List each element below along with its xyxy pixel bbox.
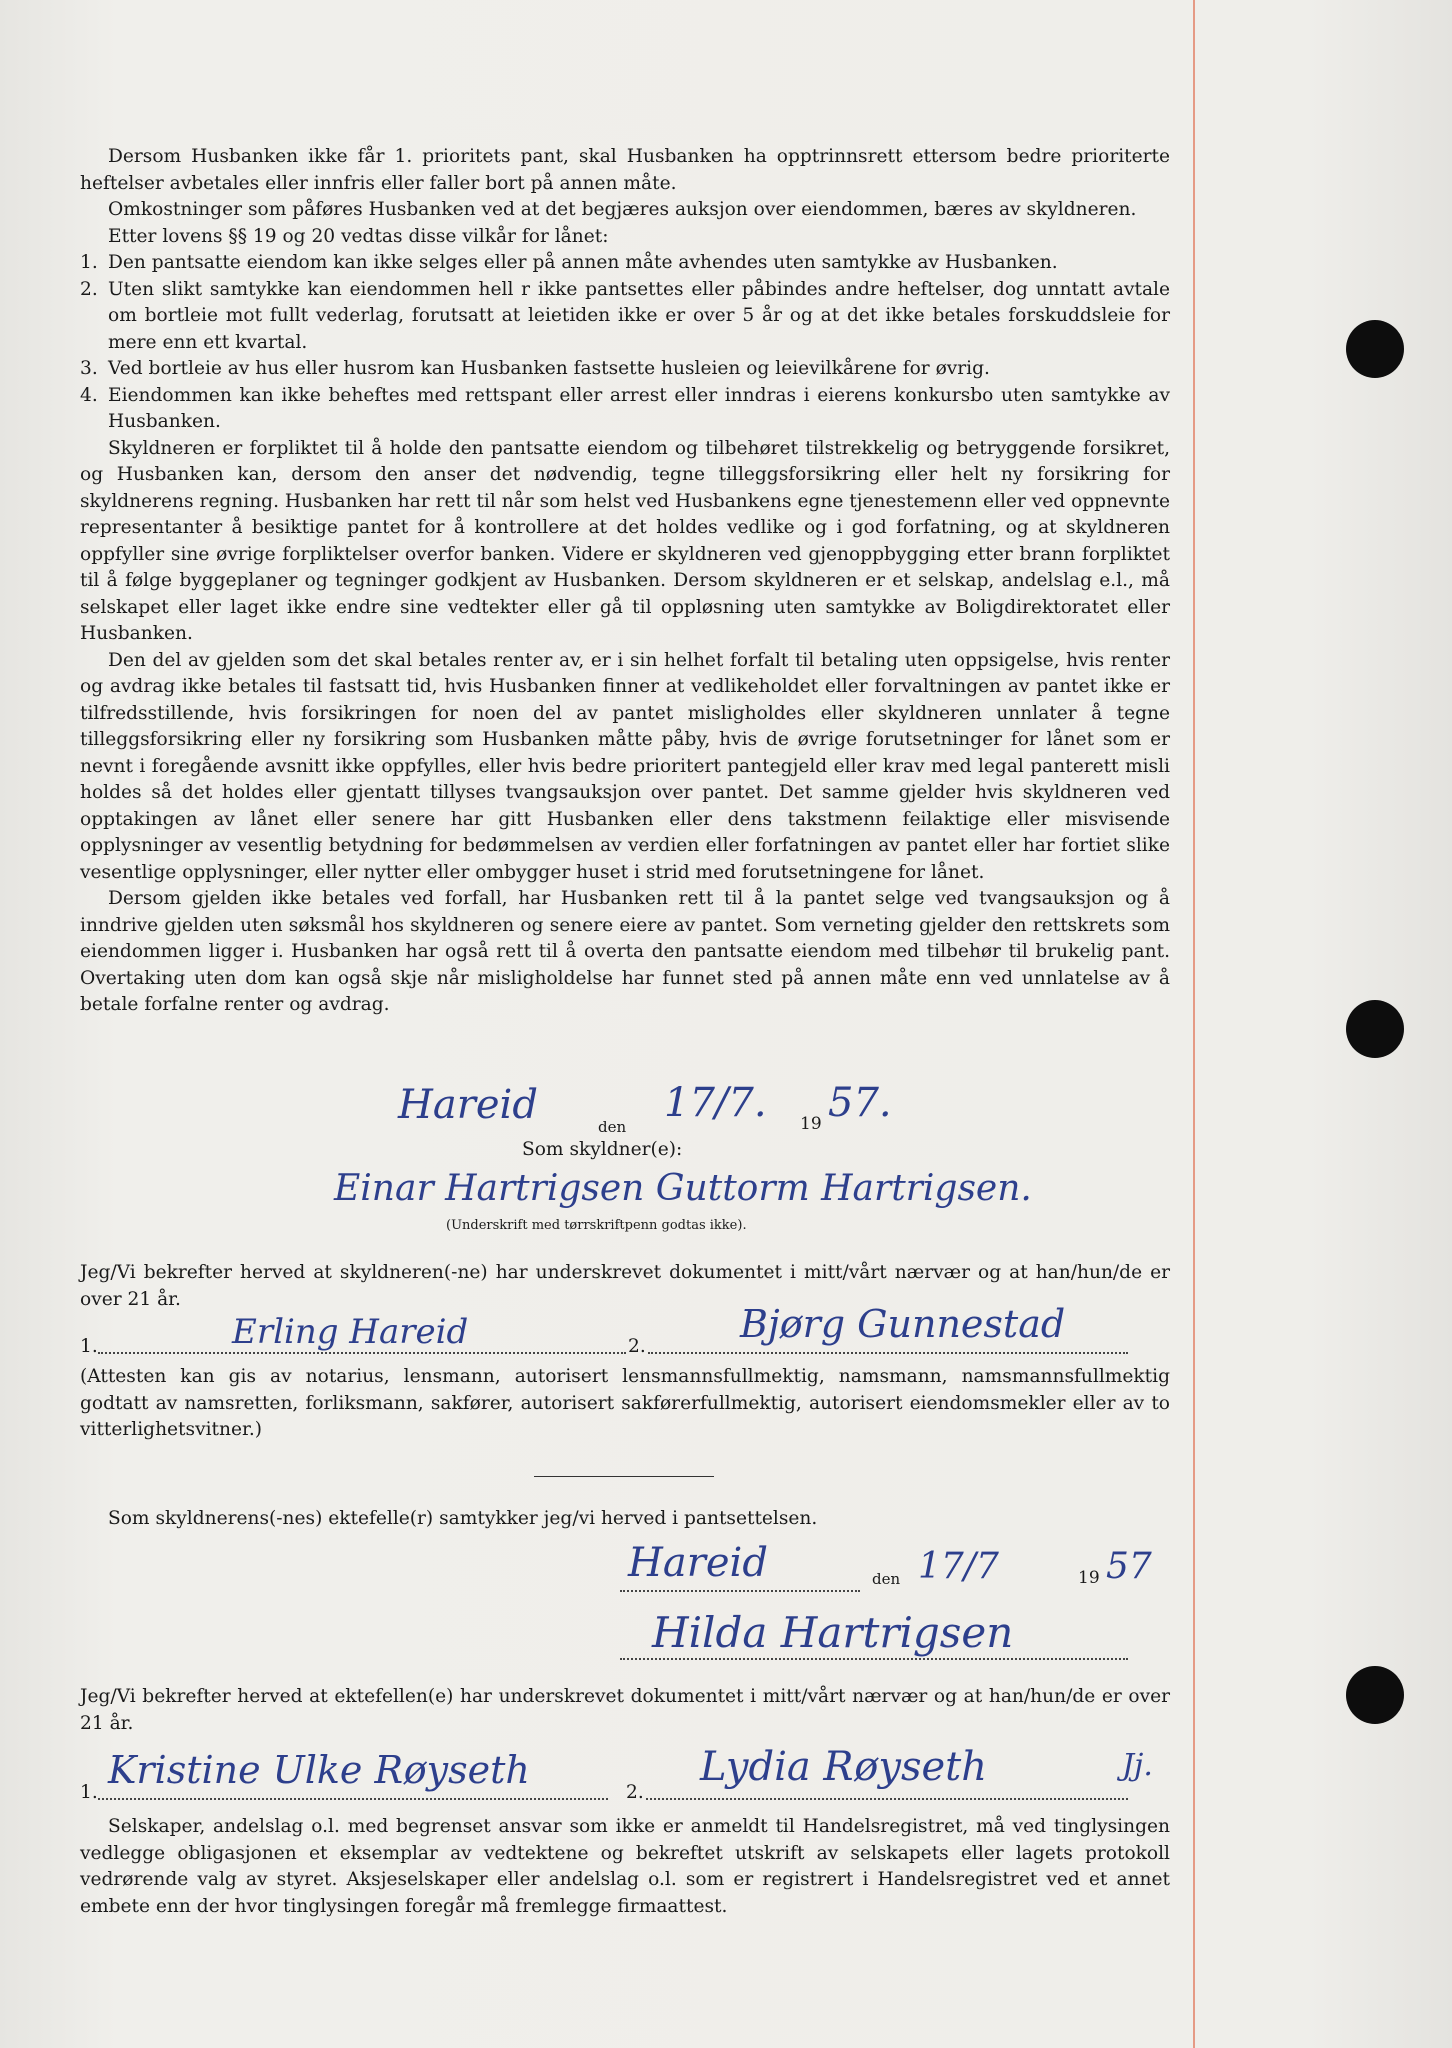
enforcement-paragraph: Dersom gjelden ikke betales ved forfall, har Husbanken rett til å la pantet selge ved tvangsauksjon og å inndrive gjelden uten søksmål hos skyldneren og senere eiere av pantet. Som verneting gjelder den rettskrets som eiendommen ligger i. Husbanken har også rett til å overta den pantsatte eiendom med tilbehør til brukelig pant. Overtaking uten dom kan også skje når misligholdelse har funnet sted på annen måte enn ved unnlatelse av å betale forfalne renter og avdrag. (80, 888, 1170, 1015)
condition-item (80, 250, 1170, 277)
spouse-witness-1-number: 1. (80, 1782, 98, 1803)
conditions-list (80, 250, 1170, 436)
condition-item (80, 277, 1170, 357)
witness-statement-2: Jeg/Vi bekrefter herved at ektefellen(e) har underskrevet dokumentet i mitt/vårt nærvær og at han/hun/de er over 21 år. (80, 1686, 1170, 1734)
intro-paragraph: Omkostninger som påføres Husbanken ved at det begjæres auksjon over eiendommen, bæres av skyldneren. (108, 199, 1137, 220)
debtor-den-label: den (598, 1118, 627, 1136)
default-paragraph: Den del av gjelden som det skal betales renter av, er i sin helhet forfalt til betaling uten oppsigelse, hvis renter og avdrag ikke betales til fastsatt tid, hvis Husbanken finner at vedlikeholdet eller forvaltningen av pantet ikke er tilfredsstillende, hvis forsikringen for noen del av pantet misligholdes eller skyldneren unnlater å tegne tilleggsforsikring eller ny forsikring som Husbanken måtte påby, hvis de øvrige forutsetninger for lånet som er nevnt i foregående avsnitt ikke oppfylles, eller hvis bedre prioritert pantegjeld eller krav med legal panterett misli holdes så det holdes eller gjentatt tillyses tvangsauksjon over pantet. Det samme gjelder hvis skyldneren ved opptakingen av lånet eller senere har gitt Husbanken eller dens takstmenn feilaktige eller misvisende opplysninger av vesentlig betydning for bedømmelsen av verdien eller forfatningen av pantet eller har fortiet slike vesentlige opplysninger, eller nytter eller ombygger huset i strid med forutsetningene for lånet. (80, 649, 1170, 883)
debtor-signature-note: (Underskrift med tørrskriftpenn godtas ikke). (446, 1218, 747, 1233)
condition-text: Ved bortleie av hus eller husrom kan Husbanken fastsette husleien og leievilkårene for øvrig. (108, 358, 990, 379)
spouse-signature-line (620, 1658, 1128, 1660)
debtor-place: Hareid (398, 1082, 538, 1128)
spouse-signature: Hilda Hartrigsen (652, 1608, 1014, 1657)
debtor-year-suffix: 57. (828, 1080, 892, 1126)
spouse-statement: Som skyldnerens(-nes) ektefelle(r) samtykker jeg/vi herved i pantsettelsen. (108, 1508, 818, 1529)
witness-1-number: 1. (80, 1336, 98, 1357)
section-divider (534, 1476, 714, 1477)
condition-item (80, 383, 1170, 436)
condition-number: 3. (80, 358, 98, 379)
spouse-place: Hareid (628, 1540, 768, 1586)
spouse-year-prefix: 19 (1078, 1568, 1100, 1588)
witness-statement-1: Jeg/Vi bekrefter herved at skyldneren(-ne) har underskrevet dokumentet i mitt/vårt nærvær og at han/hun/de er over 21 år. (80, 1262, 1170, 1310)
spouse-year-suffix: 57 (1106, 1546, 1152, 1587)
condition-number: 4. (80, 384, 98, 406)
debtor-date: 17/7. (664, 1080, 767, 1126)
attest-note: (Attesten kan gis av notarius, lensmann, autorisert lensmannsfullmektig, namsmann, namsmannsfullmektig godtatt av namsretten, forliksmann, sakfører, autorisert sakførerfullmektig, autorisert eiendomsmekler eller av to vitterlighetsvitner.) (80, 1366, 1170, 1440)
punch-hole-top (1346, 320, 1404, 378)
initials-mark: Jj. (1122, 1748, 1153, 1783)
condition-text: Den pantsatte eiendom kan ikke selges eller på annen måte avhendes uten samtykke av Husbanken. (108, 252, 1058, 273)
witness-1-line (98, 1352, 626, 1354)
closing-paragraph: Selskaper, andelslag o.l. med begrenset ansvar som ikke er anmeldt til Handelsregistret, må ved tinglysingen vedlegge obligasjonen et eksemplar av vedtektene og bekreftet utskrift av selskapets eller lagets protokoll vedrørende valg av styret. Aksjeselskaper eller andelslag o.l. som er registrert i Handelsregistret ved et annet embete enn der hvor tinglysingen foregår må fremlegge firmaattest. (80, 1816, 1170, 1917)
witness-1-signature: Erling Hareid (232, 1312, 469, 1352)
witness-2-number: 2. (628, 1336, 646, 1357)
condition-number: 1. (80, 252, 98, 273)
witness-2-signature: Bjørg Gunnestad (740, 1302, 1066, 1346)
spouse-den-label: den (872, 1570, 901, 1588)
margin-line (1193, 0, 1195, 2048)
punch-hole-bottom (1346, 1666, 1404, 1724)
spouse-date: 17/7 (918, 1546, 999, 1587)
spouse-place-line (620, 1590, 860, 1592)
debtor-role-label: Som skyldner(e): (522, 1139, 683, 1160)
intro-paragraph: Etter lovens §§ 19 og 20 vedtas disse vilkår for lånet: (108, 225, 609, 247)
condition-item (80, 356, 1170, 383)
witness-2-line (648, 1352, 1128, 1354)
terms-section (80, 144, 1170, 1019)
punch-hole-middle (1346, 1000, 1404, 1058)
debtor-signature: Einar Hartrigsen Guttorm Hartrigsen. (334, 1168, 1032, 1209)
spouse-witness-1-line (98, 1798, 608, 1800)
spouse-witness-2-line (646, 1798, 1128, 1800)
intro-paragraph: Dersom Husbanken ikke får 1. prioritets pant, skal Husbanken ha opptrinnsrett ettersom bedre prioriterte heftelser avbetales eller innfris eller faller bort på annen måte. (80, 146, 1170, 194)
spouse-witness-1-signature: Kristine Ulke Røyseth (108, 1748, 530, 1792)
insurance-paragraph: Skyldneren er forpliktet til å holde den pantsatte eiendom og tilbehøret tilstrekkelig og betryggende forsikret, og Husbanken kan, dersom den anser det nødvendig, tegne tilleggsforsikring eller helt ny forsikring for skyldnerens regning. Husbanken har rett til når som helst ved Husbankens egne tjenestemenn eller ved oppnevnte representanter å besiktige pantet for å kontrollere at det holdes vedlike og i god forfatning, og at skyldneren oppfyller sine øvrige forpliktelser overfor banken. Videre er skyldneren ved gjenoppbygging etter brann forpliktet til å følge byggeplaner og tegninger godkjent av Husbanken. Dersom skyldneren er et selskap, andelslag e.l., må selskapet eller laget ikke endre sine vedtekter eller gå til oppløsning uten samtykke av Boligdirektoratet eller Husbanken. (80, 437, 1170, 644)
condition-number: 2. (80, 278, 98, 300)
condition-text: Eiendommen kan ikke beheftes med rettspant eller arrest eller inndras i eierens konkursbo uten samtykke av Husbanken. (108, 384, 1170, 432)
spouse-witness-2-number: 2. (626, 1782, 644, 1803)
debtor-year-prefix: 19 (800, 1114, 822, 1134)
spouse-witness-2-signature: Lydia Røyseth (700, 1744, 987, 1790)
condition-text: Uten slikt samtykke kan eiendommen hell r ikke pantsettes eller påbindes andre heftelser, dog unntatt avtale om bortleie mot fullt vederlag, forutsatt at leietiden ikke er over 5 år og at det ikke betales forskuddsleie for mere enn ett kvartal. (108, 278, 1170, 353)
